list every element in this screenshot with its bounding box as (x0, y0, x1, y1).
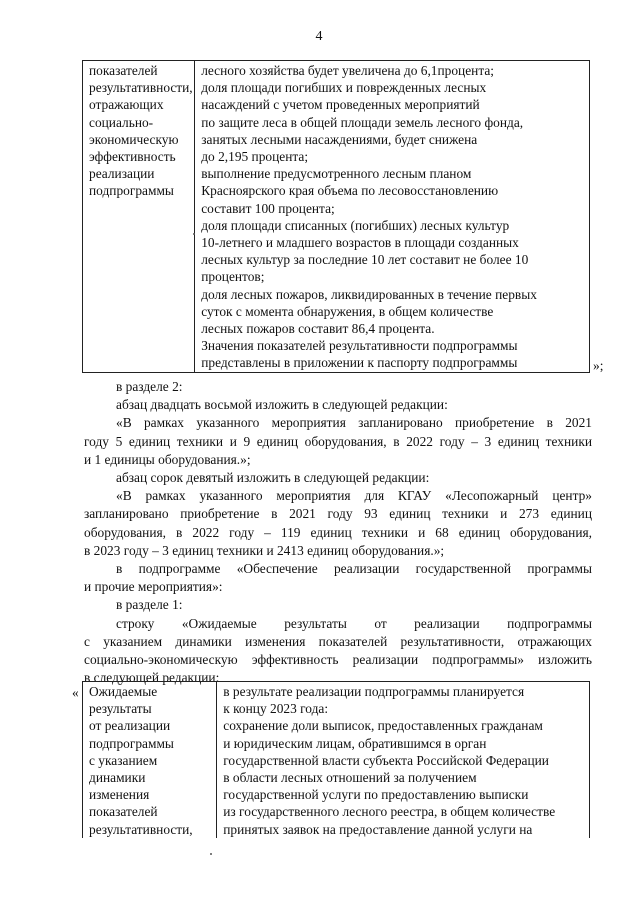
table2-opening-mark: « (72, 685, 79, 700)
paragraph-line: социально-экономическую эффективность реализации подпрограммы» изложить (84, 652, 592, 667)
table1-right-line: по защите леса в общей площади земель лесного фонда, (201, 114, 524, 130)
table1-left-line: эффективность (89, 149, 176, 165)
paragraph-line: с указанием динамики изменения показателей результативности, отражающих (84, 633, 592, 649)
table2-left-line: от реализации (89, 718, 171, 734)
table2-right-line: в области лесных отношений за получением (223, 770, 477, 786)
page-number: 4 (315, 29, 323, 44)
table1-right-line: лесного хозяйства будет увеличена до 6,1процента; (201, 63, 494, 78)
table2-left-line: Ожидаемые (89, 684, 158, 699)
indicators-table-continued (82, 60, 590, 373)
paragraph-line: году 5 единиц техники и 9 единиц оборудования, в 2022 году – 3 единиц техники (84, 433, 592, 449)
table2-right-line: и юридическим лицам, обратившимся в орган (223, 735, 487, 751)
table1-left-line: результативности, (89, 80, 193, 96)
paragraph-section-1: в разделе 1: (116, 597, 183, 613)
paragraph-line: оборудования, в 2022 году – 119 единиц техники и 68 единиц оборудования, (84, 524, 592, 540)
table2-right-line: принятых заявок на предоставление данной услуги на (223, 821, 533, 837)
table1-closing-mark: »; (593, 358, 604, 373)
table2-left-line: динамики (89, 770, 146, 786)
table2-left-line: подпрограммы (89, 735, 174, 751)
table2-right-line: из государственного лесного реестра, в общем количестве (223, 804, 556, 820)
paragraph-line: «В рамках указанного мероприятия запланировано приобретение в 2021 (116, 415, 592, 431)
table1-right-line: суток с момента обнаружения, в общем количестве (201, 303, 494, 319)
table2-right-line: в результате реализации подпрограммы планируется (223, 684, 525, 699)
table1-right-line: Красноярского края объема по лесовосстановлению (201, 183, 499, 199)
paragraph-line: запланировано приобретение в 2021 году 93 единиц техники и 273 единиц (84, 506, 592, 522)
expected-results-table (82, 681, 590, 838)
table1-right-line: лесных пожаров составит 86,4 процента. (201, 321, 435, 337)
table-row (83, 61, 590, 373)
table1-left-line: показателей (89, 63, 158, 78)
table1-right-line: 10-летнего и младшего возрастов в площади созданных (201, 235, 519, 251)
table1-left-line: отражающих (89, 97, 164, 113)
table1-right-line: Значения показателей результативности подпрограммы (201, 338, 518, 354)
table2-left-line: результативности, (89, 821, 193, 837)
paragraph-line: «В рамках указанного мероприятия для КГАУ «Лесопожарный центр» (116, 488, 592, 504)
table1-right-line: занятых лесными насаждениями, будет снижена (201, 131, 478, 147)
table1-right-line: доля площади погибших и поврежденных лесных (201, 80, 487, 96)
paragraph-line: в подпрограмме «Обеспечение реализации государственной программы (116, 561, 592, 576)
table1-right-line: лесных культур за последние 10 лет составит не более 10 (201, 252, 529, 268)
table2-left-line: результаты (89, 701, 152, 717)
paragraph-line: в следующей редакции: (84, 670, 220, 686)
paragraph-section-2: в разделе 2: (116, 379, 183, 394)
table-row (83, 682, 590, 838)
table2-left-line: изменения (89, 787, 150, 803)
scan-speck (210, 853, 212, 855)
table2-right-line: государственной услуги по предоставлению выписки (223, 787, 529, 803)
paragraph-abzac-49: абзац сорок девятый изложить в следующей редакции: (116, 470, 430, 485)
table2-right-line: государственной власти субъекта Российской Федерации (223, 752, 549, 768)
table2-right-cell (217, 682, 590, 838)
table1-right-line: представлены в приложении к паспорту подпрограммы (201, 355, 518, 371)
table1-right-line: составит 100 процента; (201, 200, 335, 216)
table1-left-line: экономическую (89, 131, 179, 147)
paragraph-line: строку «Ожидаемые результаты от реализации подпрограммы (116, 615, 592, 631)
paragraph-abzac-28: абзац двадцать восьмой изложить в следующей редакции: (116, 397, 448, 413)
table2-left-cell (83, 682, 217, 838)
table1-left-line: реализации (89, 166, 155, 182)
table1-left-line: подпрограммы (89, 183, 174, 199)
table1-left-line: социально- (89, 114, 154, 130)
paragraph-line: в 2023 году – 3 единиц техники и 2413 единиц оборудования.»; (84, 542, 445, 558)
table2-left-line: показателей (89, 804, 158, 820)
paragraph-line: и 1 единицы оборудования.»; (84, 451, 251, 467)
paragraph-line: и прочие мероприятия»: (84, 579, 223, 595)
table1-right-line: процентов; (201, 269, 265, 285)
table1-right-line: доля площади списанных (погибших) лесных культур (201, 217, 510, 233)
scan-speck (193, 233, 195, 235)
table1-right-line: до 2,195 процента; (201, 149, 309, 165)
table1-right-cell (195, 61, 590, 373)
table2-right-line: к концу 2023 года: (223, 701, 329, 717)
table2-right-line: сохранение доли выписок, предоставленных гражданам (223, 718, 543, 734)
table1-right-line: выполнение предусмотренного лесным планом (201, 166, 472, 182)
table1-left-cell (83, 61, 195, 373)
table2-left-line: с указанием (89, 752, 158, 768)
table1-right-line: доля лесных пожаров, ликвидированных в течение первых (201, 286, 537, 302)
table1-right-line: насаждений с учетом проведенных мероприятий (201, 97, 480, 113)
